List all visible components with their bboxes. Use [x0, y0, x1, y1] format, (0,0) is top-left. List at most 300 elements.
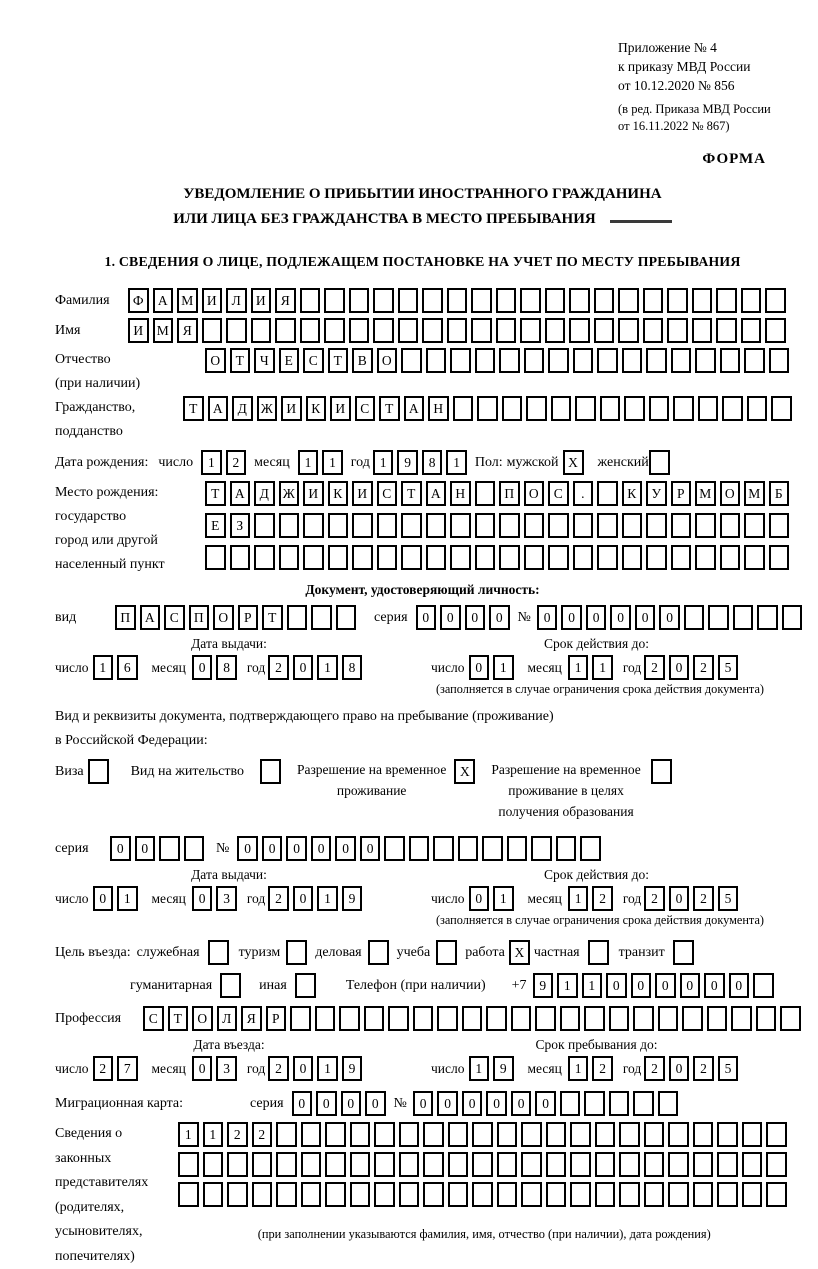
appendix-line: Приложение № 4 [618, 40, 717, 55]
entry-date-label: Дата въезда: [193, 1037, 265, 1052]
form-cell: 0 [316, 1091, 337, 1116]
form-cell [695, 545, 716, 570]
res-number-cells[interactable] [237, 836, 605, 861]
purpose-other-label: иная [259, 977, 287, 993]
form-cell [744, 545, 765, 570]
form-cell [300, 318, 321, 343]
form-cell: К [328, 481, 349, 506]
form-cell [520, 288, 541, 313]
mig-number-cells[interactable] [413, 1091, 683, 1116]
form-cell [524, 513, 545, 538]
form-cell [771, 396, 792, 421]
form-cell [373, 288, 394, 313]
form-cell [548, 545, 569, 570]
form-cell: 0 [486, 1091, 507, 1116]
sex-label: Пол: [474, 454, 503, 470]
legal-cells-row2[interactable] [178, 1152, 791, 1177]
form-cell [384, 836, 405, 861]
form-cell: А [426, 481, 447, 506]
form-cell [328, 513, 349, 538]
form-cell [667, 318, 688, 343]
form-cell [742, 1182, 763, 1207]
form-cell [433, 836, 454, 861]
entry-dates-block: Дата въезда: число 2 7 месяц 0 3 год 2 0 1 9 Срок пребывания до: число 1 9 месяц 1 2 год 2 0 2 5 [55, 1037, 790, 1081]
form-cell: Ж [279, 481, 300, 506]
form-cell [717, 1122, 738, 1147]
form-cell [324, 318, 345, 343]
form-cell: 2 [252, 1122, 273, 1147]
form-cell [401, 513, 422, 538]
form-cell [301, 1122, 322, 1147]
form-cell [769, 545, 790, 570]
doc-dates-block: Дата выдачи: число 1 6 месяц 0 8 год 2 0 1 8 Срок действия до: число 0 1 месяц 1 1 год 2 0 2 5 [55, 636, 790, 680]
res-valid-month-cells[interactable] [568, 886, 617, 911]
form-cell: И [330, 396, 351, 421]
form-cell: Т [401, 481, 422, 506]
doc-issue-month-cells[interactable] [192, 655, 241, 680]
legal-cells-row1[interactable] [178, 1122, 791, 1147]
form-cell: 8 [422, 450, 443, 475]
form-cell: 0 [365, 1091, 386, 1116]
form-cell: 5 [718, 886, 739, 911]
form-cell: 9 [342, 886, 363, 911]
form-cell [693, 1152, 714, 1177]
form-cell: 0 [293, 886, 314, 911]
form-cell: 1 [493, 655, 514, 680]
form-cell: Е [279, 348, 300, 373]
stay-year-cells[interactable] [644, 1056, 742, 1081]
form-cell: И [128, 318, 149, 343]
sex-female-checkbox[interactable] [649, 450, 670, 475]
form-cell: 0 [669, 655, 690, 680]
form-cell [448, 1152, 469, 1177]
purpose-official-checkbox[interactable] [208, 940, 229, 965]
form-cell [497, 1182, 518, 1207]
form-cell [548, 513, 569, 538]
birthplace-cells-row2[interactable] [205, 513, 793, 538]
res-valid-day-cells[interactable] [469, 886, 518, 911]
form-cell: 2 [227, 1122, 248, 1147]
form-cell: 0 [631, 973, 652, 998]
doc-valid-month-cells[interactable] [568, 655, 617, 680]
form-cell [526, 396, 547, 421]
form-cell: М [177, 288, 198, 313]
sex-male-checkbox[interactable]: X [563, 450, 584, 475]
form-cell [497, 1152, 518, 1177]
form-cell [475, 545, 496, 570]
citizenship-label: Гражданство, подданство [55, 400, 136, 439]
form-cell: 0 [286, 836, 307, 861]
purpose-label: Цель въезда: [55, 944, 131, 960]
form-cell [595, 1182, 616, 1207]
form-cell [422, 318, 443, 343]
form-cell [301, 1182, 322, 1207]
purpose-humanitarian-checkbox[interactable] [220, 973, 241, 998]
form-cell [475, 481, 496, 506]
form-cell: Д [254, 481, 275, 506]
form-cell [399, 1182, 420, 1207]
form-cell: 0 [669, 886, 690, 911]
form-cell: 2 [644, 655, 665, 680]
day-label: число [158, 454, 194, 470]
form-cell [472, 1152, 493, 1177]
form-cell [230, 545, 251, 570]
form-cell: 1 [317, 886, 338, 911]
form-cell: Д [232, 396, 253, 421]
form-cell [482, 836, 503, 861]
form-cell: М [153, 318, 174, 343]
doc-valid-day-cells[interactable] [469, 655, 518, 680]
form-cell [350, 1182, 371, 1207]
form-cell: 1 [317, 655, 338, 680]
form-cell [573, 545, 594, 570]
form-cell [667, 288, 688, 313]
birthplace-cells-row3[interactable] [205, 545, 793, 570]
form-cell [753, 973, 774, 998]
form-cell [720, 348, 741, 373]
form-cell [437, 1006, 458, 1031]
form-cell [276, 1182, 297, 1207]
birth-year-cells[interactable] [373, 450, 471, 475]
form-cell: 0 [659, 605, 680, 630]
form-cell [311, 605, 332, 630]
visa-checkbox[interactable] [88, 759, 109, 784]
form-cell [692, 288, 713, 313]
res-series-cells[interactable] [110, 836, 208, 861]
form-cell: Т [205, 481, 226, 506]
form-cell: 1 [322, 450, 343, 475]
form-cell: 2 [693, 655, 714, 680]
doc-issue-year-cells[interactable] [268, 655, 366, 680]
form-cell [203, 1152, 224, 1177]
form-cell [742, 1122, 763, 1147]
form-cell: П [499, 481, 520, 506]
form-cell [570, 1182, 591, 1207]
form-cell [520, 318, 541, 343]
purpose-private-checkbox[interactable] [588, 940, 609, 965]
res-valid-year-cells[interactable] [644, 886, 742, 911]
form-cell [731, 1006, 752, 1031]
form-cell [769, 348, 790, 373]
form-cell: 3 [216, 886, 237, 911]
name-row [55, 318, 790, 343]
form-cell: И [352, 481, 373, 506]
phone-prefix: +7 [511, 977, 527, 993]
form-cell [521, 1122, 542, 1147]
form-cell [595, 1152, 616, 1177]
form-cell [287, 605, 308, 630]
citizenship-row [55, 396, 790, 444]
form-cell: 0 [110, 836, 131, 861]
purpose-row2 [130, 973, 790, 998]
form-cell [486, 1006, 507, 1031]
stay-day-cells[interactable] [469, 1056, 518, 1081]
form-cell [374, 1122, 395, 1147]
form-cell: 5 [718, 1056, 739, 1081]
form-cell: 2 [592, 1056, 613, 1081]
form-cell: . [573, 481, 594, 506]
form-cell [499, 348, 520, 373]
doc-number-cells[interactable] [537, 605, 807, 630]
form-cell: 0 [262, 836, 283, 861]
form-cell: 1 [582, 973, 603, 998]
form-cell: 1 [568, 1056, 589, 1081]
form-cell: О [213, 605, 234, 630]
profession-label: Профессия [55, 1010, 122, 1026]
profession-cells[interactable] [143, 1006, 805, 1031]
form-cell [720, 545, 741, 570]
form-cell [426, 348, 447, 373]
form-cell: 1 [373, 450, 394, 475]
birthplace-label: Место рождения: государство город или другой населенный пункт [55, 485, 165, 572]
form-cell [524, 545, 545, 570]
form-cell: 1 [201, 450, 222, 475]
doc-series-cells[interactable] [416, 605, 514, 630]
form-cell: 1 [557, 973, 578, 998]
form-cell: 0 [135, 836, 156, 861]
purpose-work-checkbox[interactable]: X [509, 940, 530, 965]
purpose-transit-label: транзит [618, 944, 665, 960]
form-cell [619, 1122, 640, 1147]
form-cell [741, 318, 762, 343]
birthdate-label: Дата рождения: [55, 454, 149, 470]
form-cell: С [164, 605, 185, 630]
doc-kind-row [55, 605, 790, 630]
form-cell: 0 [416, 605, 437, 630]
form-cell [303, 513, 324, 538]
form-cell [609, 1091, 630, 1116]
form-cell: Т [168, 1006, 189, 1031]
res-number-label: № [216, 840, 230, 856]
form-cell: 1 [493, 886, 514, 911]
purpose-row [55, 940, 790, 965]
form-cell [548, 348, 569, 373]
revision-line: от 16.11.2022 № 867) [618, 119, 730, 133]
form-cell: Т [379, 396, 400, 421]
visa-label: Виза [55, 764, 84, 779]
identity-doc-heading: Документ, удостоверяющий личность: [305, 582, 540, 597]
form-cell [551, 396, 572, 421]
form-cell: Я [177, 318, 198, 343]
name-cells[interactable] [128, 318, 790, 343]
purpose-other-checkbox[interactable] [295, 973, 316, 998]
form-cell [556, 836, 577, 861]
form-cell [422, 288, 443, 313]
form-cell: 5 [718, 655, 739, 680]
form-cell [254, 513, 275, 538]
form-cell [684, 605, 705, 630]
form-cell [315, 1006, 336, 1031]
form-cell: К [622, 481, 643, 506]
form-cell [184, 836, 205, 861]
form-cell: 1 [93, 655, 114, 680]
form-title-line2: ИЛИ ЛИЦА БЕЗ ГРАЖДАНСТВА В МЕСТО ПРЕБЫВАНИЯ [173, 211, 596, 227]
form-cell: Н [428, 396, 449, 421]
form-cell [671, 513, 692, 538]
purpose-official-label: служебная [136, 944, 200, 960]
entry-month-cells[interactable] [192, 1056, 241, 1081]
form-cell [742, 1152, 763, 1177]
form-cell: 2 [644, 1056, 665, 1081]
form-cell: 0 [335, 836, 356, 861]
form-cell [741, 288, 762, 313]
form-cell [373, 318, 394, 343]
form-cell: П [115, 605, 136, 630]
res-issue-day-cells[interactable] [93, 886, 142, 911]
birthdate-row [55, 450, 790, 475]
form-cell [426, 545, 447, 570]
form-cell [668, 1152, 689, 1177]
form-cell [584, 1006, 605, 1031]
form-cell [546, 1122, 567, 1147]
form-cell: 8 [342, 655, 363, 680]
mig-series-cells[interactable] [292, 1091, 390, 1116]
form-cell: 0 [635, 605, 656, 630]
form-cell [644, 1152, 665, 1177]
doc-kind-cells[interactable] [115, 605, 360, 630]
residence-series-row [55, 836, 790, 861]
mig-series-label: серия [250, 1095, 284, 1111]
form-cell [252, 1182, 273, 1207]
mig-number-label: № [393, 1095, 407, 1111]
residence-permit-checkbox[interactable] [260, 759, 281, 784]
form-cell [324, 288, 345, 313]
form-cell [339, 1006, 360, 1031]
form-cell [744, 513, 765, 538]
form-cell [352, 513, 373, 538]
form-cell: 9 [397, 450, 418, 475]
doc-valid-until-label: Срок действия до: [544, 636, 649, 651]
entry-day-cells[interactable] [93, 1056, 142, 1081]
form-cell [497, 1122, 518, 1147]
form-cell [766, 1122, 787, 1147]
form-cell [658, 1006, 679, 1031]
form-cell: 0 [293, 1056, 314, 1081]
purpose-tourism-checkbox[interactable] [286, 940, 307, 965]
form-cell: 1 [298, 450, 319, 475]
form-cell [668, 1182, 689, 1207]
form-cell [569, 318, 590, 343]
form-cell: Л [217, 1006, 238, 1031]
migration-card-row [55, 1091, 790, 1116]
form-cell [524, 348, 545, 373]
form-cell [545, 288, 566, 313]
form-cell [619, 1152, 640, 1177]
form-cell [717, 1152, 738, 1177]
form-cell [597, 513, 618, 538]
form-cell [692, 318, 713, 343]
form-cell [671, 348, 692, 373]
form-cell: А [208, 396, 229, 421]
residence-permit-label: Вид на жительство [130, 764, 244, 779]
form-cell: 0 [606, 973, 627, 998]
form-cell: Р [671, 481, 692, 506]
form-cell: О [192, 1006, 213, 1031]
phone-cells[interactable] [533, 973, 778, 998]
form-cell [499, 545, 520, 570]
purpose-transit-checkbox[interactable] [673, 940, 694, 965]
form-cell: 1 [592, 655, 613, 680]
form-cell [227, 1152, 248, 1177]
birth-month-cells[interactable] [298, 450, 347, 475]
birth-day-cells[interactable] [201, 450, 250, 475]
form-cell: Т [262, 605, 283, 630]
patronymic-cells[interactable] [205, 348, 793, 373]
birthplace-cells-row1[interactable] [205, 481, 793, 506]
form-cell: И [251, 288, 272, 313]
purpose-business-checkbox[interactable] [368, 940, 389, 965]
form-cell [573, 348, 594, 373]
form-cell: 2 [268, 1056, 289, 1081]
form-cell [671, 545, 692, 570]
form-cell: С [355, 396, 376, 421]
form-cell: 3 [216, 1056, 237, 1081]
form-cell [401, 545, 422, 570]
form-cell [303, 545, 324, 570]
form-cell [521, 1182, 542, 1207]
edu-permit-label: Разрешение на временное проживание в целях получения образования [491, 762, 641, 819]
form-cell [597, 545, 618, 570]
patronymic-label: Отчество (при наличии) [55, 352, 141, 391]
legal-cells-row3[interactable] [178, 1182, 791, 1207]
res-issue-month-cells[interactable] [192, 886, 241, 911]
form-cell: Я [241, 1006, 262, 1031]
section1-heading: 1. СВЕДЕНИЯ О ЛИЦЕ, ПОДЛЕЖАЩЕМ ПОСТАНОВКЕ НА УЧЕТ ПО МЕСТУ ПРЕБЫВАНИЯ [104, 254, 741, 269]
purpose-study-checkbox[interactable] [436, 940, 457, 965]
form-cell: 0 [293, 655, 314, 680]
temp-permit-checkbox[interactable]: X [454, 759, 475, 784]
form-cell: С [303, 348, 324, 373]
appendix-line: от 10.12.2020 № 856 [618, 78, 735, 93]
form-cell [584, 1091, 605, 1116]
form-cell [276, 1152, 297, 1177]
form-cell: 0 [586, 605, 607, 630]
citizenship-cells[interactable] [183, 396, 796, 421]
surname-cells[interactable] [128, 288, 790, 313]
form-cell: 2 [644, 886, 665, 911]
form-cell [352, 545, 373, 570]
form-cell [462, 1006, 483, 1031]
form-cell: Р [266, 1006, 287, 1031]
form-cell: У [646, 481, 667, 506]
res-issue-year-cells[interactable] [268, 886, 366, 911]
form-cell: 1 [469, 1056, 490, 1081]
form-cell: 8 [216, 655, 237, 680]
stay-month-cells[interactable] [568, 1056, 617, 1081]
form-cell: Я [275, 288, 296, 313]
form-cell: А [153, 288, 174, 313]
form-cell: 0 [680, 973, 701, 998]
form-cell [644, 1182, 665, 1207]
purpose-work-label: работа [465, 944, 505, 960]
form-cell: О [205, 348, 226, 373]
entry-year-cells[interactable] [268, 1056, 366, 1081]
doc-valid-year-cells[interactable] [644, 655, 742, 680]
edu-permit-checkbox[interactable] [651, 759, 672, 784]
form-cell: 2 [93, 1056, 114, 1081]
form-cell [450, 513, 471, 538]
form-cell: 6 [117, 655, 138, 680]
form-cell: 0 [360, 836, 381, 861]
doc-issue-date-label: Дата выдачи: [191, 636, 267, 651]
form-cell: 9 [533, 973, 554, 998]
form-cell: 0 [561, 605, 582, 630]
temp-permit-label: Разрешение на временное проживание [296, 762, 447, 798]
form-cell [423, 1152, 444, 1177]
doc-issue-day-cells[interactable] [93, 655, 142, 680]
form-cell [203, 1182, 224, 1207]
form-cell [757, 605, 778, 630]
